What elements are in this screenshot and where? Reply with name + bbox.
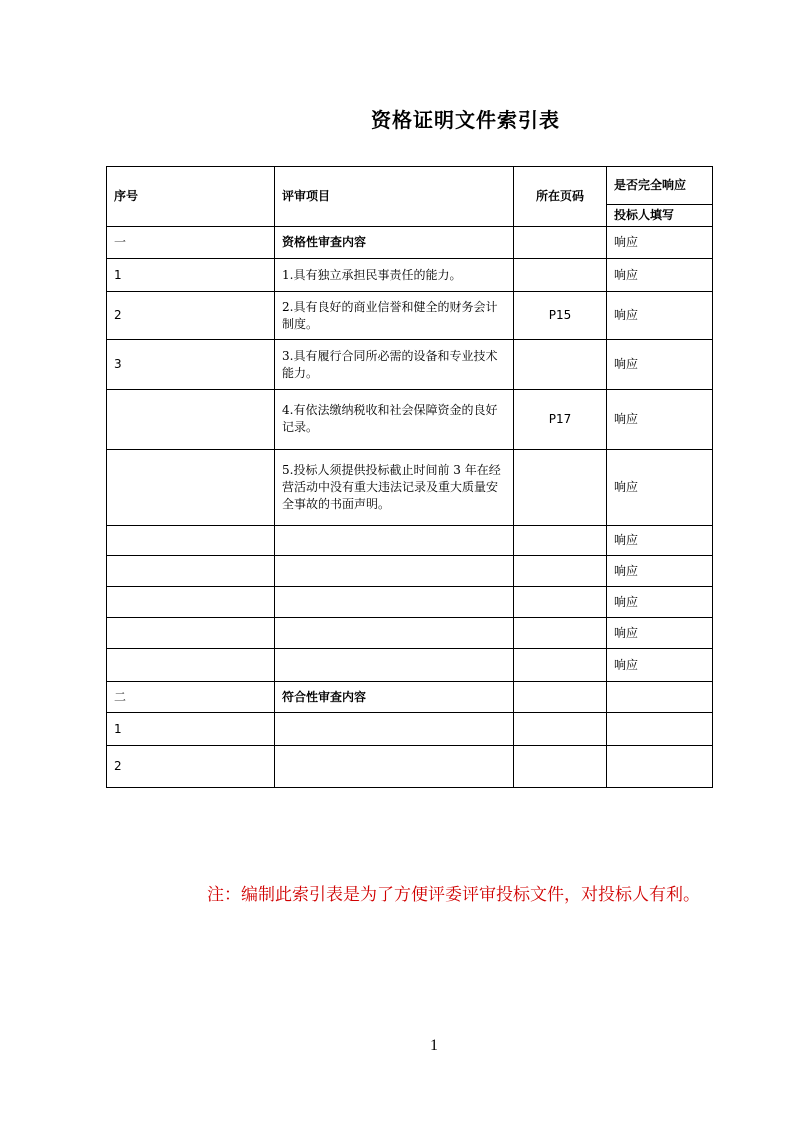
row-page (514, 649, 607, 682)
row-seq: 2 (107, 746, 275, 788)
row-item: 符合性审查内容 (275, 682, 514, 713)
row-response (607, 682, 713, 713)
header-response-sub: 投标人填写 (607, 205, 713, 227)
table-header-row (107, 167, 713, 205)
row-response (607, 713, 713, 746)
table-row (107, 587, 713, 618)
row-page (514, 450, 607, 526)
row-page (514, 746, 607, 788)
row-page (514, 682, 607, 713)
row-page: P17 (514, 390, 607, 450)
table-row (107, 450, 713, 526)
table-row (107, 526, 713, 556)
header-response-group: 是否完全响应 (607, 167, 713, 205)
row-seq: 二 (107, 682, 275, 713)
page-number: 1 (430, 1037, 438, 1054)
footnote: 注：编制此索引表是为了方便评委评审投标文件，对投标人有利。 (207, 885, 700, 905)
row-seq: 3 (107, 340, 275, 390)
row-page (514, 340, 607, 390)
table-row (107, 292, 713, 340)
row-response: 响应 (607, 292, 713, 340)
row-response: 响应 (607, 259, 713, 292)
table-row (107, 618, 713, 649)
row-page (514, 618, 607, 649)
row-response: 响应 (607, 340, 713, 390)
row-page (514, 556, 607, 587)
table-row (107, 340, 713, 390)
row-response: 响应 (607, 390, 713, 450)
qualification-index-table (106, 166, 713, 788)
row-page (514, 259, 607, 292)
row-seq (107, 618, 275, 649)
header-item: 评审项目 (275, 167, 514, 227)
table-row (107, 682, 713, 713)
header-page: 所在页码 (514, 167, 607, 227)
row-item: 4.有依法缴纳税收和社会保障资金的良好记录。 (275, 390, 514, 450)
row-page (514, 713, 607, 746)
table-row (107, 713, 713, 746)
row-response: 响应 (607, 556, 713, 587)
row-seq: 2 (107, 292, 275, 340)
row-response: 响应 (607, 587, 713, 618)
row-seq (107, 556, 275, 587)
row-response: 响应 (607, 526, 713, 556)
row-response: 响应 (607, 618, 713, 649)
table-row (107, 259, 713, 292)
row-item (275, 556, 514, 587)
row-seq: 1 (107, 259, 275, 292)
row-seq (107, 450, 275, 526)
row-seq: 一 (107, 227, 275, 259)
row-response: 响应 (607, 649, 713, 682)
row-item (275, 618, 514, 649)
row-seq (107, 649, 275, 682)
row-item (275, 746, 514, 788)
row-item: 3.具有履行合同所必需的设备和专业技术能力。 (275, 340, 514, 390)
row-response: 响应 (607, 227, 713, 259)
row-seq (107, 526, 275, 556)
row-seq (107, 587, 275, 618)
row-page: P15 (514, 292, 607, 340)
row-response (607, 746, 713, 788)
document-title: 资格证明文件索引表 (371, 108, 560, 132)
row-item (275, 587, 514, 618)
row-item: 1.具有独立承担民事责任的能力。 (275, 259, 514, 292)
row-item (275, 526, 514, 556)
row-item: 资格性审查内容 (275, 227, 514, 259)
table-row (107, 649, 713, 682)
row-item: 5.投标人须提供投标截止时间前 3 年在经营活动中没有重大违法记录及重大质量安全事故的书面声明。 (275, 450, 514, 526)
row-page (514, 526, 607, 556)
row-seq: 1 (107, 713, 275, 746)
row-seq (107, 390, 275, 450)
table-row (107, 390, 713, 450)
row-item: 2.具有良好的商业信誉和健全的财务会计制度。 (275, 292, 514, 340)
table-row (107, 227, 713, 259)
header-seq: 序号 (107, 167, 275, 227)
row-page (514, 227, 607, 259)
table-row (107, 746, 713, 788)
row-item (275, 713, 514, 746)
row-page (514, 587, 607, 618)
row-item (275, 649, 514, 682)
table-row (107, 556, 713, 587)
row-response: 响应 (607, 450, 713, 526)
